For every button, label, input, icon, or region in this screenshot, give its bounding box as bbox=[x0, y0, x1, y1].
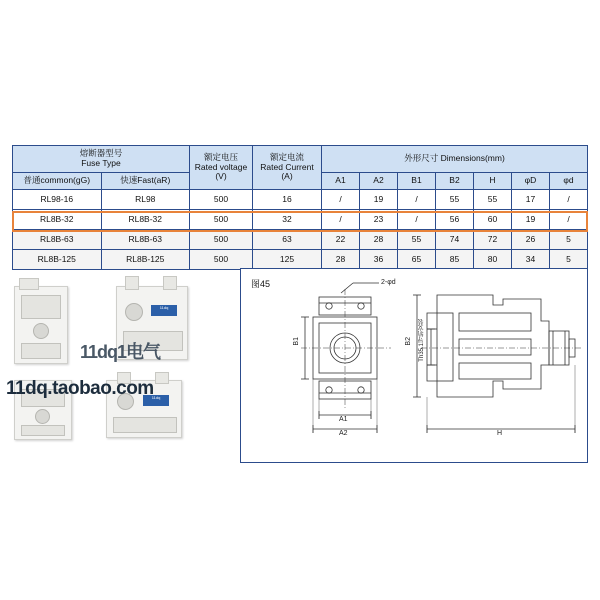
body-base bbox=[21, 425, 65, 436]
table-header-row-1 bbox=[13, 146, 588, 173]
cell-b1: 55 bbox=[398, 230, 436, 250]
cell-voltage: 500 bbox=[190, 190, 253, 210]
cell-a1: / bbox=[322, 210, 360, 230]
cell-common: RL98-16 bbox=[13, 190, 102, 210]
figure-label: 图45 bbox=[251, 279, 271, 289]
header-rated-voltage: 额定电压 Rated voltage (V) bbox=[190, 146, 253, 190]
body-base bbox=[21, 343, 61, 359]
terminal-top-right bbox=[163, 276, 177, 290]
cell-a2: 19 bbox=[360, 190, 398, 210]
header-dim-b2: B2 bbox=[436, 173, 474, 190]
header-common: 普通common(gG) bbox=[13, 173, 102, 190]
cell-fast: RL8B-63 bbox=[101, 230, 190, 250]
annotation-h: H bbox=[497, 430, 503, 437]
dimension-drawing-panel bbox=[240, 268, 588, 463]
cell-phidsmall: 5 bbox=[550, 250, 588, 270]
cell-current: 16 bbox=[253, 190, 322, 210]
terminal-top-right bbox=[155, 372, 169, 384]
cell-voltage: 500 bbox=[190, 250, 253, 270]
header-rated-current: 额定电流 Rated Current (A) bbox=[253, 146, 322, 190]
cell-b1: / bbox=[398, 190, 436, 210]
cell-h: 72 bbox=[474, 230, 512, 250]
terminal-top bbox=[19, 278, 39, 290]
header-fuse-type: 熔断器型号 Fuse Type bbox=[13, 146, 190, 173]
cell-fast: RL98 bbox=[101, 190, 190, 210]
dimension-drawing-svg bbox=[241, 269, 587, 462]
watermark-logo: 11dq1电气 bbox=[80, 342, 161, 362]
annotation-holes: 2-φd bbox=[381, 279, 396, 286]
cell-b1: 65 bbox=[398, 250, 436, 270]
cell-current: 125 bbox=[253, 250, 322, 270]
cell-fast: RL8B-32 bbox=[101, 210, 190, 230]
cell-phidsmall: 5 bbox=[550, 230, 588, 250]
cell-b2: 74 bbox=[436, 230, 474, 250]
cell-current: 63 bbox=[253, 230, 322, 250]
annotation-a2: A2 bbox=[339, 430, 348, 437]
cell-b2: 85 bbox=[436, 250, 474, 270]
table-row-highlighted bbox=[13, 210, 588, 230]
cell-b2: 55 bbox=[436, 190, 474, 210]
cell-h: 55 bbox=[474, 190, 512, 210]
cell-voltage: 500 bbox=[190, 210, 253, 230]
cell-common: RL8B-63 bbox=[13, 230, 102, 250]
cell-h: 80 bbox=[474, 250, 512, 270]
cell-a1: 28 bbox=[322, 250, 360, 270]
specification-table bbox=[12, 145, 588, 270]
cell-phid: 19 bbox=[512, 210, 550, 230]
screw-cap bbox=[35, 409, 50, 424]
header-dimensions: 外形尺寸 Dimensions(mm) bbox=[322, 146, 588, 173]
product-photo-area bbox=[8, 268, 234, 463]
annotation-b1: B1 bbox=[293, 337, 300, 346]
cell-common: RL8B-125 bbox=[13, 250, 102, 270]
cell-fast: RL8B-125 bbox=[101, 250, 190, 270]
cell-phid: 34 bbox=[512, 250, 550, 270]
header-dim-phid: φD bbox=[512, 173, 550, 190]
brand-label: 11dq bbox=[151, 305, 177, 316]
cell-phidsmall: / bbox=[550, 190, 588, 210]
terminal-top-left bbox=[125, 276, 139, 290]
cell-voltage: 500 bbox=[190, 230, 253, 250]
annotation-rail: Th35.1导轨安装 bbox=[419, 319, 425, 362]
cell-b1: / bbox=[398, 210, 436, 230]
cell-a1: 22 bbox=[322, 230, 360, 250]
watermark-url: 11dq.taobao.com bbox=[6, 378, 154, 399]
product-photo-fuse-holder-single-open bbox=[14, 286, 68, 364]
cell-a1: / bbox=[322, 190, 360, 210]
cell-phid: 26 bbox=[512, 230, 550, 250]
cell-a2: 23 bbox=[360, 210, 398, 230]
header-dim-phi-d-small: φd bbox=[550, 173, 588, 190]
annotation-a1: A1 bbox=[339, 416, 348, 423]
screw-cap bbox=[33, 323, 49, 339]
header-dim-b1: B1 bbox=[398, 173, 436, 190]
header-dim-a1: A1 bbox=[322, 173, 360, 190]
cell-a2: 36 bbox=[360, 250, 398, 270]
table-row bbox=[13, 190, 588, 210]
screw-cap bbox=[125, 303, 143, 321]
header-dim-h: H bbox=[474, 173, 512, 190]
cell-current: 32 bbox=[253, 210, 322, 230]
brand-label: 11dq bbox=[143, 395, 169, 406]
cell-h: 60 bbox=[474, 210, 512, 230]
annotation-b2: B2 bbox=[405, 337, 412, 346]
table-row bbox=[13, 230, 588, 250]
header-fast: 快速Fast(aR) bbox=[101, 173, 190, 190]
header-dim-a2: A2 bbox=[360, 173, 398, 190]
cell-phidsmall: / bbox=[550, 210, 588, 230]
cell-a2: 28 bbox=[360, 230, 398, 250]
table-row bbox=[13, 250, 588, 270]
body-base bbox=[113, 417, 177, 433]
body-slot bbox=[21, 295, 61, 319]
cell-common: RL8B-32 bbox=[13, 210, 102, 230]
cell-phid: 17 bbox=[512, 190, 550, 210]
cell-b2: 56 bbox=[436, 210, 474, 230]
